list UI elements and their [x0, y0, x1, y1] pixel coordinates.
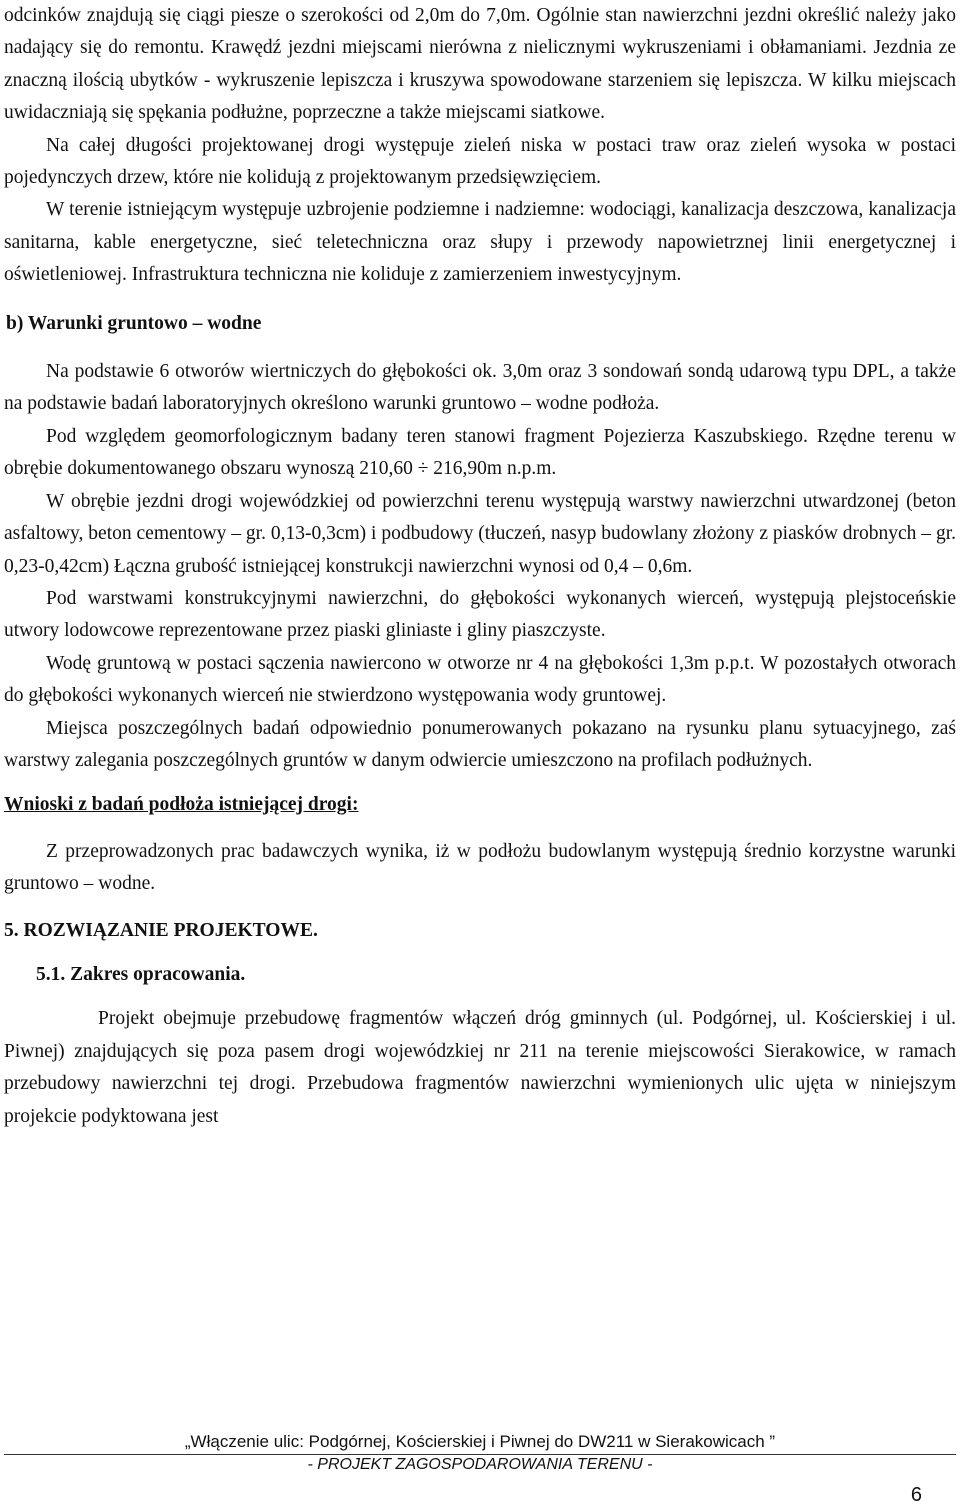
paragraph-subsoil: Pod warstwami konstrukcyjnymi nawierzchni, do głębokości wykonanych wierceń, występują plejstoceńskie utwory lodowcowe reprezentowane przez piaski gliniaste i gliny piaszczyste.: [4, 587, 956, 642]
paragraph-road-condition: odcinków znajdują się ciągi piesze o szerokości od 2,0m do 7,0m. Ogólnie stan nawierzchni jezdni określić należy jako nadający się do remontu. Krawędź jezdni miejscami nierówna z nielicznymi wykruszeniami i obłamaniami. Jezdnia ze znaczną ilością ubytków - wykruszenie lepiszcza i kruszywa spowodowane starzeniem się lepiszcza. W kilku miejscach uwidaczniają się spękania podłużne, poprzeczne a także miejscami siatkowe.: [4, 5, 956, 124]
heading-conclusions: Wnioski z badań podłoża istniejącej drogi:: [4, 794, 359, 816]
paragraph-conclusions: Z przeprowadzonych prac badawczych wynika, iż w podłożu budowlanym występują średnio korzystne warunki gruntowo – wodne.: [4, 840, 956, 895]
footer-divider: [4, 1454, 956, 1455]
heading-section-5: 5. ROZWIĄZANIE PROJEKTOWE.: [4, 919, 318, 941]
page-number: 6: [910, 1484, 922, 1506]
footer-title: „Włączenie ulic: Podgórnej, Kościerskiej i Piwnej do DW211 w Sierakowicach ”: [184, 1432, 776, 1451]
footer-subtitle: - PROJEKT ZAGOSPODAROWANIA TERENU -: [307, 1456, 653, 1473]
paragraph-geomorphology: Pod względem geomorfologicznym badany teren stanowi fragment Pojezierza Kaszubskiego. Rzędne terenu w obrębie dokumentowanego obszaru wynoszą 210,60 ÷ 216,90m n.p.m.: [4, 425, 956, 480]
paragraph-greenery: Na całej długości projektowanej drogi występuje zieleń niska w postaci traw oraz zieleń wysoka w postaci pojedynczych drzew, które nie kolidują z projektowanym przedsięwzięciem.: [4, 134, 956, 189]
heading-section-5-1: 5.1. Zakres opracowania.: [36, 963, 246, 985]
paragraph-pavement-layers: W obrębie jezdni drogi wojewódzkiej od powierzchni terenu występują warstwy nawierzchni utwardzonej (beton asfaltowy, beton cementowy – gr. 0,13-0,3cm) i podbudowy (tłuczeń, nasyp budowlany złożony z piasków drobnych – gr. 0,23-0,42cm) Łączna grubość istniejącej konstrukcji nawierzchni wynosi od 0,4 – 0,6m.: [4, 490, 956, 577]
paragraph-site-plan: Miejsca poszczególnych badań odpowiednio ponumerowanych pokazano na rysunku planu sytuacyjnego, zaś warstwy zalegania poszczególnych gruntów w danym odwiercie umieszczono na profilach podłużnych.: [4, 717, 956, 771]
paragraph-utilities: W terenie istniejącym występuje uzbrojenie podziemne i nadziemne: wodociągi, kanalizacja deszczowa, kanalizacja sanitarna, kable energetyczne, sieć teletechniczna oraz słupy i przewody napowietrznej linii energetycznej i oświetleniowej. Infrastruktura techniczna nie koliduje z zamierzeniem inwestycyjnym.: [4, 199, 956, 286]
paragraph-groundwater: Wodę gruntową w postaci sączenia nawiercono w otworze nr 4 na głębokości 1,3m p.p.t. W pozostałych otworach do głębokości wykonanych wierceń nie stwierdzono występowania wody gruntowej.: [4, 652, 956, 707]
document-body: [4, 0, 956, 1133]
paragraph-project-scope: Projekt obejmuje przebudowę fragmentów włączeń dróg gminnych (ul. Podgórnej, ul. Kościerskiej i ul. Piwnej) znajdujących się poza pasem drogi wojewódzkiej nr 211 na terenie miejscowości Sierakowice, w ramach przebudowy nawierzchni tej drogi. Przebudowa fragmentów nawierzchni wymienionych ulic ujęta w niniejszym projekcie podyktowana jest: [4, 1008, 956, 1127]
paragraph-boreholes: Na podstawie 6 otworów wiertniczych do głębokości ok. 3,0m oraz 3 sondowań sondą udarową typu DPL, a także na podstawie badań laboratoryjnych określono warunki gruntowo – wodne podłoża.: [4, 361, 956, 415]
heading-soil-water-conditions: b) Warunki gruntowo – wodne: [6, 312, 262, 334]
